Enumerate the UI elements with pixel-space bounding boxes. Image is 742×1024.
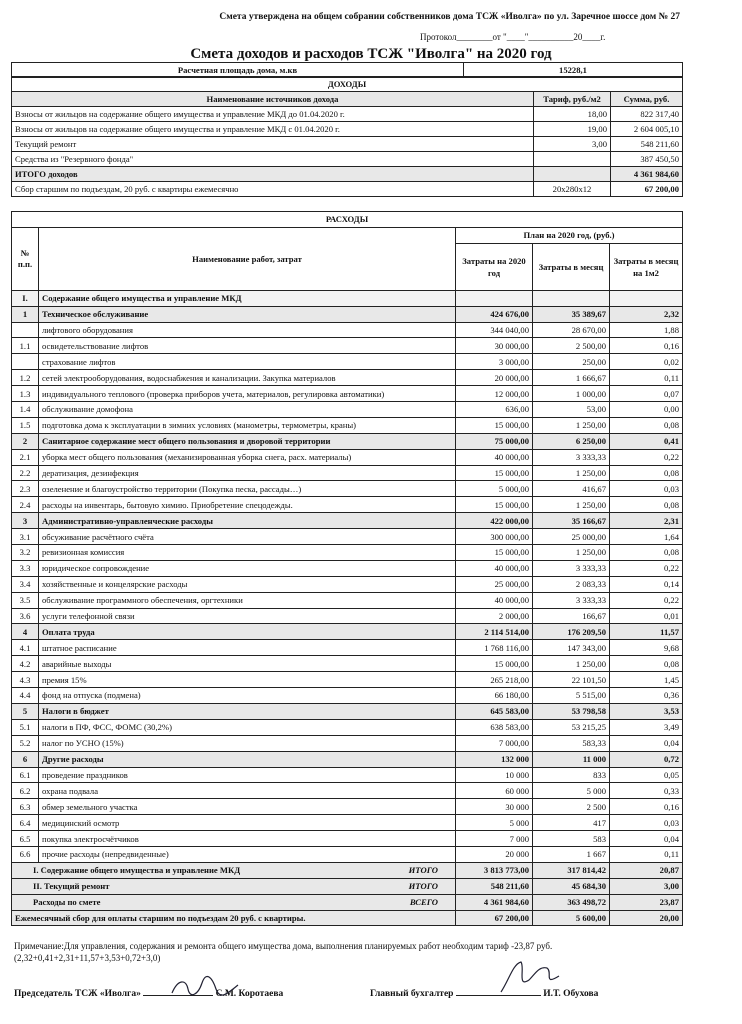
expense-month: 6 250,00: [533, 433, 610, 449]
plan-header: План на 2020 год, (руб.): [456, 227, 683, 243]
expense-year: 2 114 514,00: [456, 624, 533, 640]
expense-no: 1.2: [12, 370, 39, 386]
area-value: 15228,1: [464, 63, 683, 78]
expense-no: [12, 322, 39, 338]
expense-year: 132 000: [456, 751, 533, 767]
area-label: Расчетная площадь дома, м.кв: [12, 63, 464, 78]
total-tag: ИТОГО: [408, 881, 438, 892]
expense-name: обсуживание расчётного счёта: [39, 529, 456, 545]
expense-year: 636,00: [456, 402, 533, 418]
chair-name: С.М. Коротаева: [215, 989, 284, 999]
expense-name: Другие расходы: [39, 751, 456, 767]
expense-m2: 0,36: [610, 688, 683, 704]
expense-month: 3 333,33: [533, 592, 610, 608]
income-row: [12, 152, 683, 167]
expense-name: хозяйственные и концелярские расходы: [39, 576, 456, 592]
expense-no: 3.2: [12, 545, 39, 561]
expense-m2: 0,11: [610, 370, 683, 386]
income-row-sum: 548 211,60: [611, 137, 683, 152]
expense-year: 424 676,00: [456, 306, 533, 322]
total-row: [12, 894, 683, 910]
expense-row: [12, 831, 683, 847]
expense-row: [12, 370, 683, 386]
expense-name: юридическое сопровождение: [39, 560, 456, 576]
expense-m2: 0,08: [610, 545, 683, 561]
expense-year: 344 040,00: [456, 322, 533, 338]
expense-row: [12, 767, 683, 783]
expense-name: аварийные выходы: [39, 656, 456, 672]
expense-name: расходы на инвентарь, бытовую химию. Приобретение спецодежды.: [39, 497, 456, 513]
expense-name: Санитарное содержание мест общего пользования и дворовой территории: [39, 433, 456, 449]
approval-line: Смета утверждена на общем собрании собственников дома ТСЖ «Иволга» по ул. Заречное шоссе дом № 27: [219, 12, 680, 22]
total-month: 45 684,30: [533, 878, 610, 894]
expense-row: [12, 560, 683, 576]
expense-row: [12, 290, 683, 306]
expense-m2: 0,08: [610, 417, 683, 433]
total-name: Расходы по смете: [33, 897, 101, 908]
total-m2: 20,87: [610, 862, 683, 878]
income-row: [12, 107, 683, 122]
chair-signature-scribble: [168, 975, 243, 999]
expense-year: 638 583,00: [456, 719, 533, 735]
expense-name: покупка электросчётчиков: [39, 831, 456, 847]
expense-no: 3.1: [12, 529, 39, 545]
expense-month: 35 166,67: [533, 513, 610, 529]
page-title: Смета доходов и расходов ТСЖ "Иволга" на 2020 год: [190, 46, 552, 62]
expense-m2: 0,22: [610, 449, 683, 465]
income-row-tariff: 3,00: [534, 137, 611, 152]
fee-sum: 67 200,00: [611, 182, 683, 197]
note: [14, 940, 704, 964]
expense-year: 25 000,00: [456, 576, 533, 592]
expense-name: проведение праздников: [39, 767, 456, 783]
expense-row: [12, 322, 683, 338]
expense-row: [12, 417, 683, 433]
expense-no: 2.3: [12, 481, 39, 497]
income-table: [11, 76, 683, 197]
expense-m2: 3,53: [610, 703, 683, 719]
expense-no: 5.1: [12, 719, 39, 735]
expense-m2: [610, 290, 683, 306]
expense-name: дератизация, дезинфекция: [39, 465, 456, 481]
expense-name: подготовка дома к эксплуатации в зимних условиях (манометры, термометры, краны): [39, 417, 456, 433]
accountant-signature-scribble: [495, 958, 565, 998]
expense-name: освидетельствование лифтов: [39, 338, 456, 354]
expense-year: 60 000: [456, 783, 533, 799]
expense-no: 4.4: [12, 688, 39, 704]
total-month: 363 498,72: [533, 894, 610, 910]
expense-month: 1 666,67: [533, 370, 610, 386]
expense-m2: 0,16: [610, 799, 683, 815]
expense-month: 28 670,00: [533, 322, 610, 338]
expense-no: 1: [12, 306, 39, 322]
accountant-label: Главный бухгалтер: [370, 989, 454, 999]
expense-year: 12 000,00: [456, 386, 533, 402]
expense-no: 4.2: [12, 656, 39, 672]
expense-row: [12, 306, 683, 322]
expense-m2: 2,32: [610, 306, 683, 322]
expense-year: 422 000,00: [456, 513, 533, 529]
expense-row: [12, 433, 683, 449]
expense-year: 15 000,00: [456, 545, 533, 561]
expenses-table: [11, 211, 683, 926]
income-row-name: Текущий ремонт: [12, 137, 534, 152]
income-row-name: Взносы от жильцов на содержание общего имущества и управление МКД до 01.04.2020 г.: [12, 107, 534, 122]
col-month: Затраты в месяц: [533, 243, 610, 290]
expense-row: [12, 783, 683, 799]
expense-m2: 0,01: [610, 608, 683, 624]
protocol-line: Протокол________от "____"__________20____г.: [420, 32, 606, 42]
expense-row: [12, 497, 683, 513]
expense-month: 35 389,67: [533, 306, 610, 322]
chair-label: Председатель ТСЖ «Иволга»: [14, 989, 141, 999]
expense-row: [12, 354, 683, 370]
expense-no: 6.4: [12, 815, 39, 831]
income-col-name: Наименование источников дохода: [12, 92, 534, 107]
expense-row: [12, 846, 683, 862]
expense-name: обмер земельного участка: [39, 799, 456, 815]
expense-month: 1 250,00: [533, 497, 610, 513]
expense-row: [12, 640, 683, 656]
expense-row: [12, 576, 683, 592]
expense-no: 6.2: [12, 783, 39, 799]
expense-m2: 0,04: [610, 831, 683, 847]
expense-name: штатное расписание: [39, 640, 456, 656]
expense-month: 3 333,33: [533, 449, 610, 465]
total-cell: [12, 878, 456, 894]
expense-month: 166,67: [533, 608, 610, 624]
total-name: II. Текущий ремонт: [33, 881, 110, 892]
income-total-sum: 4 361 984,60: [611, 167, 683, 182]
expense-row: [12, 799, 683, 815]
expense-month: 583,33: [533, 735, 610, 751]
expense-year: 15 000,00: [456, 417, 533, 433]
expense-month: 2 500: [533, 799, 610, 815]
expense-name: Административно-управленческие расходы: [39, 513, 456, 529]
expense-row: [12, 402, 683, 418]
expense-name: ревизионная комиссия: [39, 545, 456, 561]
expense-no: I.: [12, 290, 39, 306]
note-line-1: Примечание:Для управления, содержания и ремонта общего имущества дома, выполнения планируемых работ необходим тариф -23,87 руб.: [14, 941, 553, 951]
expense-m2: 0,00: [610, 402, 683, 418]
expense-year: 1 768 116,00: [456, 640, 533, 656]
expense-month: 53 798,58: [533, 703, 610, 719]
total-row: [12, 878, 683, 894]
total-year: 548 211,60: [456, 878, 533, 894]
expense-row: [12, 449, 683, 465]
expense-month: 25 000,00: [533, 529, 610, 545]
expense-name: сетей электрооборудования, водоснабжения и канализации. Закупка материалов: [39, 370, 456, 386]
total-m2: 3,00: [610, 878, 683, 894]
fee-tariff: 20х280х12: [534, 182, 611, 197]
expense-row: [12, 338, 683, 354]
expense-m2: 0,41: [610, 433, 683, 449]
expense-month: 3 333,33: [533, 560, 610, 576]
income-row: [12, 122, 683, 137]
expense-year: 20 000,00: [456, 370, 533, 386]
expense-year: 40 000,00: [456, 449, 533, 465]
expense-row: [12, 513, 683, 529]
expense-month: 53 215,25: [533, 719, 610, 735]
col-no: № п.п.: [12, 227, 39, 290]
col-m2: Затраты в месяц на 1м2: [610, 243, 683, 290]
expense-name: Техническое обслуживание: [39, 306, 456, 322]
expense-year: 66 180,00: [456, 688, 533, 704]
col-name: Наименование работ, затрат: [39, 227, 456, 290]
income-row-name: Взносы от жильцов на содержание общего имущества и управление МКД с 01.04.2020 г.: [12, 122, 534, 137]
expense-row: [12, 815, 683, 831]
income-row-sum: 2 604 005,10: [611, 122, 683, 137]
expense-m2: 1,88: [610, 322, 683, 338]
expense-m2: 0,04: [610, 735, 683, 751]
expense-no: 3.5: [12, 592, 39, 608]
expense-month: 1 000,00: [533, 386, 610, 402]
expense-no: 3: [12, 513, 39, 529]
expense-no: 1.5: [12, 417, 39, 433]
accountant-name: И.Т. Обухова: [543, 989, 599, 999]
expense-row: [12, 751, 683, 767]
expense-year: 15 000,00: [456, 465, 533, 481]
expense-name: Оплата труда: [39, 624, 456, 640]
expense-row: [12, 592, 683, 608]
total-year: 3 813 773,00: [456, 862, 533, 878]
income-section-title: ДОХОДЫ: [12, 77, 683, 92]
expense-month: 1 250,00: [533, 545, 610, 561]
total-tag: ИТОГО: [408, 865, 438, 876]
total-row: [12, 862, 683, 878]
expense-name: озеленение и благоустройство территории (Покупка песка, рассады…): [39, 481, 456, 497]
total-cell: [12, 910, 456, 926]
expense-year: 75 000,00: [456, 433, 533, 449]
total-m2: 23,87: [610, 894, 683, 910]
expense-year: 30 000,00: [456, 338, 533, 354]
expense-year: 5 000,00: [456, 481, 533, 497]
expense-month: 53,00: [533, 402, 610, 418]
expense-name: налоги в ПФ, ФСС, ФОМС (30,2%): [39, 719, 456, 735]
expense-m2: 1,64: [610, 529, 683, 545]
total-year: 4 361 984,60: [456, 894, 533, 910]
expense-year: 645 583,00: [456, 703, 533, 719]
expense-no: 2.4: [12, 497, 39, 513]
expense-year: 10 000: [456, 767, 533, 783]
expense-year: 40 000,00: [456, 592, 533, 608]
expense-name: охрана подвала: [39, 783, 456, 799]
expense-month: [533, 290, 610, 306]
expense-year: 40 000,00: [456, 560, 533, 576]
expense-row: [12, 688, 683, 704]
income-row: [12, 137, 683, 152]
expense-no: 6.1: [12, 767, 39, 783]
expense-name: обслуживание домофона: [39, 402, 456, 418]
col-year: Затраты на 2020 год: [456, 243, 533, 290]
expense-no: 5.2: [12, 735, 39, 751]
expense-year: 2 000,00: [456, 608, 533, 624]
income-row-tariff: 19,00: [534, 122, 611, 137]
expense-year: 15 000,00: [456, 656, 533, 672]
expense-m2: 0,16: [610, 338, 683, 354]
expense-no: [12, 354, 39, 370]
expense-month: 5 515,00: [533, 688, 610, 704]
expense-year: 3 000,00: [456, 354, 533, 370]
total-name: Ежемесячный сбор для оплаты старшим по подъездам 20 руб. с квартиры.: [15, 912, 306, 923]
expense-m2: 3,49: [610, 719, 683, 735]
expense-year: 15 000,00: [456, 497, 533, 513]
expense-row: [12, 735, 683, 751]
expense-row: [12, 545, 683, 561]
total-cell: [12, 894, 456, 910]
fee-label: Сбор старшим по подъездам, 20 руб. с квартиры ежемесячно: [12, 182, 534, 197]
expense-year: 265 218,00: [456, 672, 533, 688]
expense-m2: 0,08: [610, 656, 683, 672]
total-row: [12, 910, 683, 926]
expense-row: [12, 465, 683, 481]
expense-month: 2 500,00: [533, 338, 610, 354]
expense-m2: 0,72: [610, 751, 683, 767]
expense-no: 4.3: [12, 672, 39, 688]
expense-row: [12, 481, 683, 497]
total-month: 317 814,42: [533, 862, 610, 878]
expense-row: [12, 719, 683, 735]
income-col-tariff: Тариф, руб./м2: [534, 92, 611, 107]
expense-name: налог по УСНО (15%): [39, 735, 456, 751]
expense-month: 2 083,33: [533, 576, 610, 592]
expense-month: 583: [533, 831, 610, 847]
expense-m2: 0,14: [610, 576, 683, 592]
expense-row: [12, 656, 683, 672]
expense-m2: 0,03: [610, 481, 683, 497]
expense-no: 3.4: [12, 576, 39, 592]
expense-no: 6: [12, 751, 39, 767]
total-cell: [12, 862, 456, 878]
expense-row: [12, 672, 683, 688]
expense-m2: 0,03: [610, 815, 683, 831]
income-row-name: Средства из "Резервного фонда": [12, 152, 534, 167]
expense-m2: 1,45: [610, 672, 683, 688]
expense-no: 2.2: [12, 465, 39, 481]
expense-no: 4.1: [12, 640, 39, 656]
total-m2: 20,00: [610, 910, 683, 926]
expense-row: [12, 624, 683, 640]
expense-no: 1.3: [12, 386, 39, 402]
expense-month: 1 250,00: [533, 417, 610, 433]
expense-name: индивидуального теплового (проверка приборов учета, материалов, регулировка автоматики): [39, 386, 456, 402]
expense-name: страхование лифтов: [39, 354, 456, 370]
expense-row: [12, 529, 683, 545]
expense-m2: 0,07: [610, 386, 683, 402]
income-row-sum: 822 317,40: [611, 107, 683, 122]
expense-month: 833: [533, 767, 610, 783]
expenses-section-title: РАСХОДЫ: [12, 212, 683, 228]
expense-month: 1 667: [533, 846, 610, 862]
expense-name: прочие расходы (непредвиденные): [39, 846, 456, 862]
expense-no: 3.6: [12, 608, 39, 624]
income-row-sum: 387 450,50: [611, 152, 683, 167]
expense-m2: 2,31: [610, 513, 683, 529]
expense-year: 300 000,00: [456, 529, 533, 545]
expense-no: 5: [12, 703, 39, 719]
expense-m2: 0,33: [610, 783, 683, 799]
expense-month: 11 000: [533, 751, 610, 767]
expense-month: 1 250,00: [533, 656, 610, 672]
expense-month: 22 101,50: [533, 672, 610, 688]
expense-month: 416,67: [533, 481, 610, 497]
expense-month: 417: [533, 815, 610, 831]
expense-m2: 0,05: [610, 767, 683, 783]
income-row-tariff: [534, 152, 611, 167]
expense-row: [12, 703, 683, 719]
expense-m2: 0,02: [610, 354, 683, 370]
income-total-label: ИТОГО доходов: [12, 167, 534, 182]
expense-m2: 0,08: [610, 497, 683, 513]
expense-row: [12, 608, 683, 624]
expense-no: 2.1: [12, 449, 39, 465]
expense-no: 6.6: [12, 846, 39, 862]
total-year: 67 200,00: [456, 910, 533, 926]
expense-month: 147 343,00: [533, 640, 610, 656]
expense-no: 2: [12, 433, 39, 449]
expense-m2: 0,22: [610, 592, 683, 608]
expense-m2: 0,22: [610, 560, 683, 576]
expense-name: фонд на отпуска (подмена): [39, 688, 456, 704]
expense-name: премия 15%: [39, 672, 456, 688]
expense-year: 20 000: [456, 846, 533, 862]
expense-month: 5 000: [533, 783, 610, 799]
expense-no: 6.5: [12, 831, 39, 847]
expense-name: Налоги в бюджет: [39, 703, 456, 719]
expense-no: 1.1: [12, 338, 39, 354]
expense-year: 30 000: [456, 799, 533, 815]
expense-month: 176 209,50: [533, 624, 610, 640]
income-col-sum: Сумма, руб.: [611, 92, 683, 107]
total-tag: ВСЕГО: [409, 897, 438, 908]
expense-name: Содержание общего имущества и управление МКД: [39, 290, 456, 306]
total-month: 5 600,00: [533, 910, 610, 926]
expense-m2: 11,57: [610, 624, 683, 640]
expense-no: 6.3: [12, 799, 39, 815]
expense-m2: 9,68: [610, 640, 683, 656]
income-row-tariff: 18,00: [534, 107, 611, 122]
expense-name: обслуживание программного обеспечения, оргтехники: [39, 592, 456, 608]
expense-no: 3.3: [12, 560, 39, 576]
expense-month: 1 250,00: [533, 465, 610, 481]
expense-year: 5 000: [456, 815, 533, 831]
expense-row: [12, 386, 683, 402]
note-line-2: (2,32+0,41+2,31+11,57+3,53+0,72+3,0): [14, 953, 161, 963]
expense-name: лифтового оборудования: [39, 322, 456, 338]
expense-year: 7 000: [456, 831, 533, 847]
expense-name: услуги телефонной связи: [39, 608, 456, 624]
expense-m2: 0,08: [610, 465, 683, 481]
expense-year: [456, 290, 533, 306]
expense-name: уборка мест общего пользования (механизированная уборка снега, расх. материалы): [39, 449, 456, 465]
expense-name: медицинский осмотр: [39, 815, 456, 831]
expense-no: 4: [12, 624, 39, 640]
expense-year: 7 000,00: [456, 735, 533, 751]
expense-m2: 0,11: [610, 846, 683, 862]
total-name: I. Содержание общего имущества и управление МКД: [33, 865, 241, 876]
expense-no: 1.4: [12, 402, 39, 418]
expense-month: 250,00: [533, 354, 610, 370]
